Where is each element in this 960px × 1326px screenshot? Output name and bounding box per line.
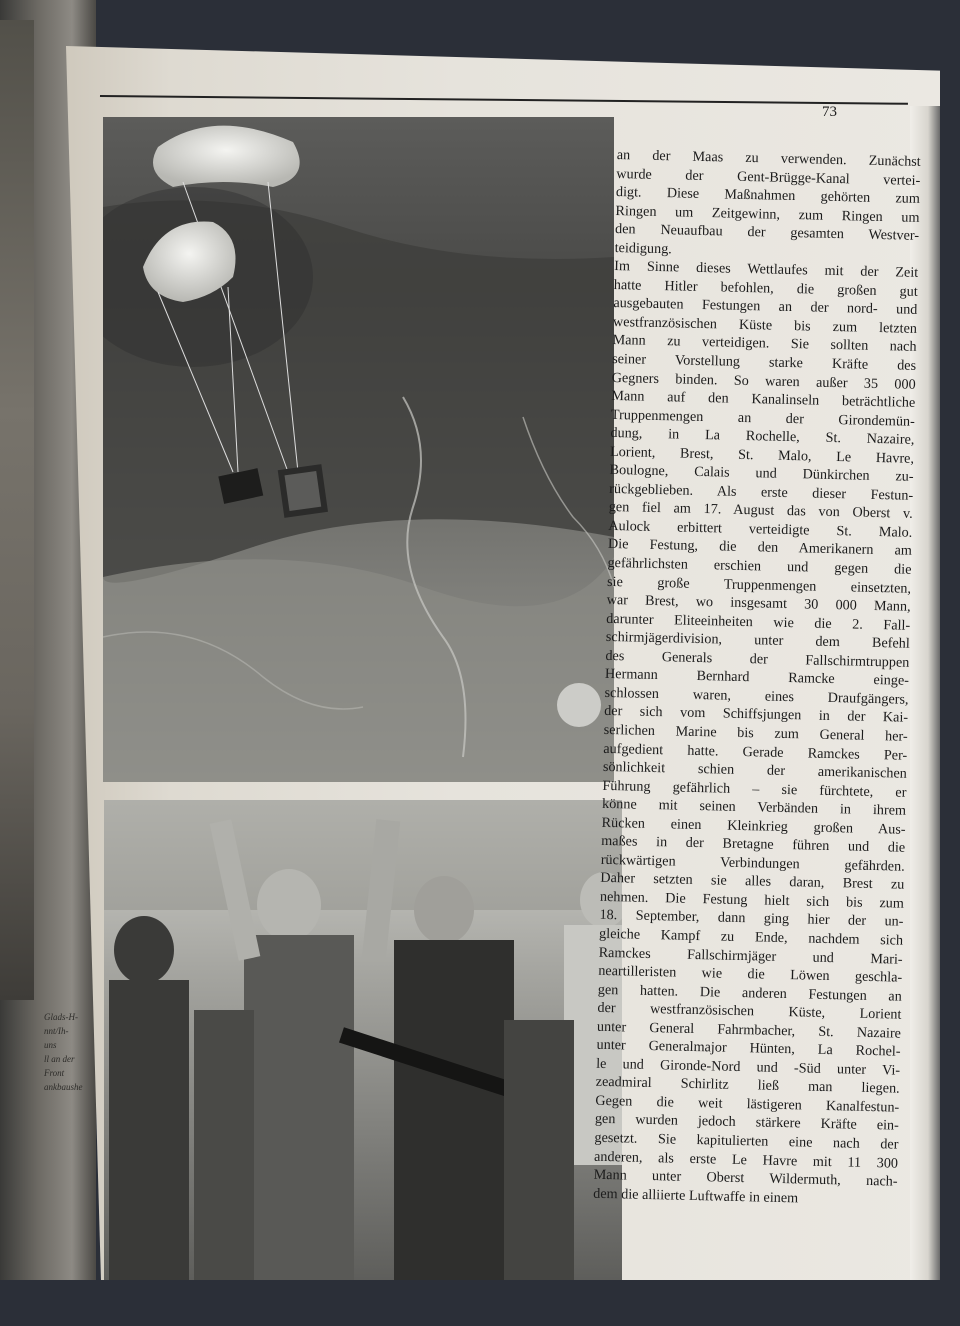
body-text-line: serlichen Marine bis zum General her- [603, 721, 908, 745]
body-text-line: Führung gefährlich – sie fürchtete, er [602, 777, 907, 801]
body-text-line: maßes in der Bretagne führen und die [601, 833, 906, 856]
body-text-line: Gegners binden. So waren außer 35 000 [611, 369, 916, 393]
left-caption-fragment: Front [44, 1068, 65, 1078]
body-text-line: unter General Fahrmbacher, St. Nazaire [596, 1018, 902, 1042]
surrendering-soldiers-photo [104, 800, 622, 1280]
body-text-line: Lorient, Brest, St. Malo, Le Havre, [609, 443, 915, 467]
body-text-line: an der Maas zu verwenden. Zunächst [616, 146, 921, 170]
body-text-line: der sich vom Schiffsjungen in der Kai- [603, 703, 909, 727]
body-text-line: gefährlichsten erschien und gegen die [607, 554, 912, 578]
body-text-line: dem die alliierte Luftwaffe in einem [593, 1185, 799, 1207]
left-page-photo-strip [0, 20, 34, 1000]
left-caption-fragment: nnt/Ih- [44, 1026, 69, 1036]
page-number: 73 [822, 104, 837, 120]
body-text-line: Mann auf den Kanalinseln beträchtliche [611, 388, 916, 411]
body-text-line: aufgedient hatte. Gerade Ramckes Per- [603, 740, 908, 764]
body-text-line: gesetzt. Sie kapitulierten eine nach der [594, 1129, 899, 1153]
body-text-line: sönlichkeit schien der amerikanischen [602, 758, 908, 782]
body-text-line: Daher setzten sie alles daran, Brest zu [600, 870, 905, 894]
body-text-line: der westfranzösischen Küste, Lorient [597, 999, 902, 1023]
body-text-line: rückgeblieben. Als erste dieser Festun- [609, 480, 914, 504]
body-text-line: nehmen. Die Festung hielt sich bis zum [599, 888, 905, 912]
body-text-line: westfranzösischen Küste bis zum letzten [612, 313, 918, 337]
left-caption-fragment: ll an der [44, 1054, 75, 1064]
body-text-line: schirmjägerdivision, unter dem Befehl [605, 629, 910, 652]
body-text-line: schlossen waren, eines Draufgängers, [604, 684, 909, 708]
body-text-line: Rücken einen Kleinkrieg großen Aus- [601, 814, 906, 838]
body-text-line: ausgebauten Festungen an der nord- und [613, 295, 918, 319]
body-text-line: gen hatten. Die anderen Festungen an [597, 981, 902, 1005]
body-text-line: gen fiel am 17. August das von Oberst v. [608, 499, 913, 523]
left-caption-fragment: Glads-H- [44, 1012, 78, 1022]
body-text-line: war Brest, wo insgesamt 30 000 Mann, [606, 592, 911, 615]
body-text-line: Boulogne, Calais und Dünkirchen zu- [609, 462, 914, 486]
body-text-line: Mann zu verteidigen. Sie sollten nach [612, 332, 917, 356]
body-text-line: le und Gironde-Nord und -Süd unter Vi- [595, 1055, 901, 1079]
body-text-line: Die Festung, die den Amerikanern am [607, 536, 913, 560]
body-text-line: des Generals der Fallschirmtruppen [605, 647, 910, 671]
body-text-line: Mann unter Oberst Wildermuth, nach- [593, 1166, 898, 1190]
body-text-line: Aulock erbittert verteidigte St. Malo. [608, 517, 913, 541]
body-text-line: gleiche Kampf zu Ende, nachdem sich [598, 925, 904, 949]
body-text-line: Hermann Bernhard Ramcke einge- [604, 666, 910, 690]
body-text-line: hatte Hitler befohlen, die großen gut [613, 276, 918, 300]
body-text-line: rückwärtigen Verbindungen gefährden. [600, 851, 905, 875]
body-text-line: Ringen um Zeitgewinn, zum Ringen um [615, 202, 920, 226]
body-text-line: unter Generalmajor Hünten, La Rochel- [596, 1037, 901, 1060]
body-text-line: Ramckes Fallschirmjäger und Mari- [598, 944, 903, 968]
body-text-line: neartilleristen wie die Löwen geschla- [598, 962, 903, 986]
soldiers-icon [104, 800, 622, 1280]
body-text-line: Truppenmengen an der Girondemün- [610, 406, 916, 430]
left-caption-fragment: uns [44, 1040, 57, 1050]
body-text-line: sie große Truppenmengen einsetzten, [606, 573, 912, 597]
body-text-line: teidigung. [614, 239, 672, 258]
body-text-line: zeadmiral Schirlitz ließ man liegen. [595, 1074, 900, 1097]
left-caption-fragment: ankbaushe [44, 1082, 83, 1092]
body-text-line: den Neuaufbau der gesamten Westver- [614, 221, 920, 245]
body-text-line: 18. September, dann ging hier der un- [599, 907, 904, 931]
body-text-line: Gegen die weit lästigeren Kanalfestun- [595, 1092, 900, 1116]
body-text-line: Im Sinne dieses Wettlaufes mit der Zeit [614, 258, 919, 282]
body-text-line: darunter Eliteeinheiten wie die 2. Fall- [606, 610, 911, 634]
body-text-column [593, 146, 921, 1210]
body-text-line: könne mit seinen Verbänden in ihrem [601, 795, 907, 819]
body-text-line: dung, in La Rochelle, St. Nazaire, [610, 425, 915, 449]
body-text-line: wurde der Gent-Brügge-Kanal vertei- [616, 165, 921, 189]
parachute-icon [103, 117, 614, 782]
body-text-line: seiner Vorstellung starke Kräfte des [611, 350, 917, 374]
left-page-caption [44, 1010, 94, 1094]
parachute-supply-drop-photo [103, 117, 614, 782]
body-text-line: digt. Diese Maßnahmen gehörten zum [615, 184, 921, 207]
body-text-line: gen wurden jedoch stärkere Kräfte ein- [594, 1111, 900, 1135]
body-text-line: anderen, als erste Le Havre mit 11 300 [593, 1148, 899, 1172]
